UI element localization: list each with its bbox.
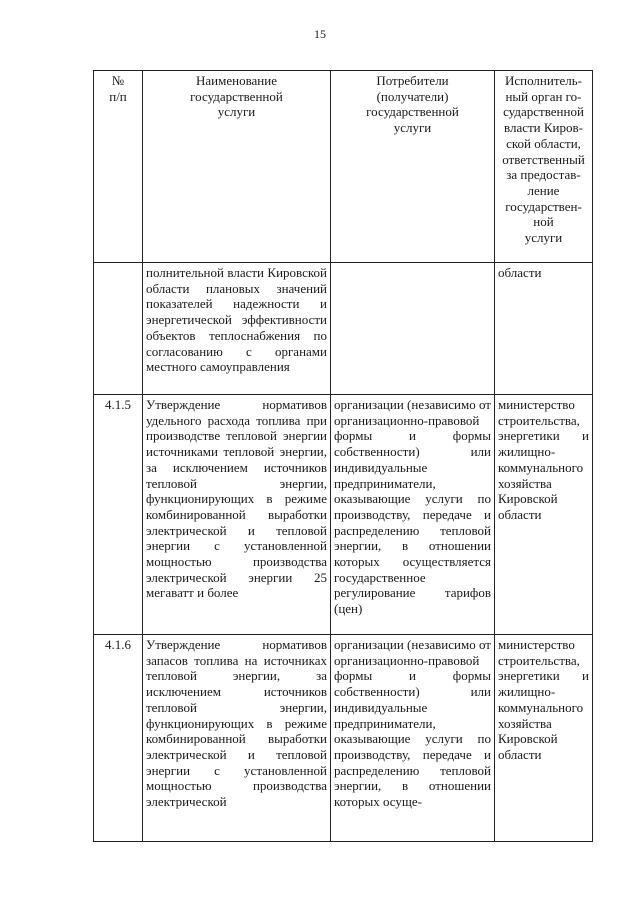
header-service-name: Наименование государственной услуги	[143, 71, 331, 263]
executor: министерство строительства, энергетики и жилищно-коммунального хозяйства Кировской области	[495, 635, 593, 842]
table-row	[94, 395, 593, 635]
service-name: Утверждение нормативов запасов топлива на источниках тепловой энергии, за исключением источников тепловой энергии, функционирующих в режиме комбинированной выработки электрической и тепловой энергии с установленной мощностью производства электрической	[143, 635, 331, 842]
row-number	[94, 263, 143, 395]
executor: министерство строительства, энергетики и жилищно-коммунального хозяйства Кировской области	[495, 395, 593, 635]
services-table	[93, 70, 593, 842]
consumers: организации (независимо от организационно-правовой формы и формы собственности) или индивидуальные предприниматели, оказывающие услуги по производству, передаче и распределению тепловой энергии, в отношении которых осуществляется государственное регулирование тарифов (цен)	[331, 395, 495, 635]
table-row	[94, 635, 593, 842]
consumers	[331, 263, 495, 395]
consumers: организации (независимо от организационно-правовой формы и формы собственности) или индивидуальные предприниматели, оказывающие услуги по производству, передаче и распределению тепловой энергии, в отношении которых осуще-	[331, 635, 495, 842]
executor: области	[495, 263, 593, 395]
table-row	[94, 263, 593, 395]
service-name: полнительной власти Кировской области плановых значений показателей надежности и энергетической эффективности объектов теплоснабжения по согласованию с органами местного самоуправления	[143, 263, 331, 395]
row-number: 4.1.5	[94, 395, 143, 635]
service-name: Утверждение нормативов удельного расхода топлива при производстве тепловой энергии источниками тепловой энергии, за исключением источников тепловой энергии, функционирующих в режиме комбинированной выработки электрической и тепловой энергии с установленной мощностью производства электрической энергии 25 мегаватт и более	[143, 395, 331, 635]
row-number: 4.1.6	[94, 635, 143, 842]
header-executor: Исполнитель- ный орган го- сударственной власти Киров- ской области, ответственный за предостав- ление государствен- ной услуги	[495, 71, 593, 263]
page-number: 15	[314, 27, 326, 41]
header-number: № п/п	[94, 71, 143, 263]
table-header-row	[94, 71, 593, 263]
header-consumers: Потребители (получатели) государственной услуги	[331, 71, 495, 263]
